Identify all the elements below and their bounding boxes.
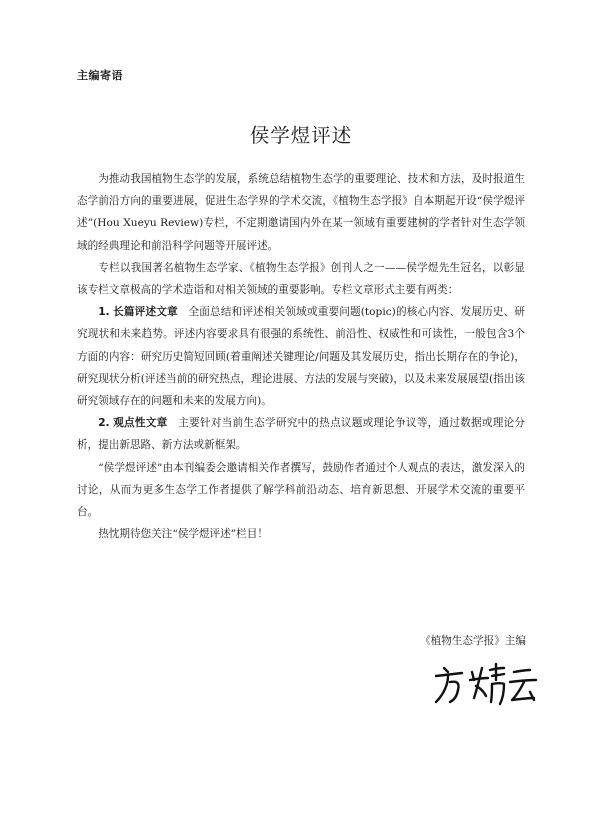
handwritten-signature xyxy=(430,650,540,710)
closing-paragraph: “侯学煜评述”由本刊编委会邀请相关作者撰写，鼓励作者通过个人观点的表达，激发深入的讨论，从而为更多生态学工作者提供了解学科前沿动态、培育新思想、开展学术交流的重要平台。 xyxy=(77,461,525,519)
list-item-long-review xyxy=(77,301,525,412)
column-description-paragraph: 专栏以我国著名植物生态学家、《植物生态学报》创刊人之一——侯学煜先生冠名，以彰显该专栏文章极高的学术造诣和对相关领域的重要影响。专栏文章形式主要有两类： xyxy=(77,261,525,297)
list-item-heading: 长篇评述文章 xyxy=(113,306,178,319)
invitation-paragraph: 热忱期待您关注“侯学煜评述”栏目！ xyxy=(98,528,268,541)
list-item-text: 全面总结和评述相关领域或重要问题(topic)的核心内容、发展历史、研究现状和未来趋势。评述内容要求具有很强的系统性、前沿性、权威性和可读性，一般包含3个方面的内容：研究历史简短回顾(着重阐述关键理论/问题及其发展历史，指出长期存在的争论)，研究现状分析(评述当前的研究热点，理论进展、方法的发展与突破)，以及未来发展展望(指出该研究领域存在的问题和未来的发展方向)。 xyxy=(77,306,525,408)
editorial-body xyxy=(77,168,525,545)
list-item-text: 主要针对当前生态学研究中的热点议题或理论争议等，通过数据或理论分析，提出新思路、新方法或新框架。 xyxy=(77,417,526,452)
list-item-number: 2. xyxy=(98,417,110,430)
page-title: 侯学煜评述 xyxy=(249,124,353,147)
list-item-number: 1. xyxy=(98,306,110,319)
list-item-opinion xyxy=(77,412,525,456)
list-item-heading: 观点性文章 xyxy=(113,417,168,430)
intro-paragraph: 为推动我国植物生态学的发展，系统总结植物生态学的重要理论、技术和方法，及时报道生态学前沿方向的重要进展，促进生态学界的学术交流，《植物生态学报》自本期起开设“侯学煜评述”(Hou Xueyu Review)专栏，不定期邀请国内外在某一领域有重要建树的学者针对生态学领域的经典理论和前沿科学问题等开展评述。 xyxy=(77,173,525,252)
section-label: 主编寄语 xyxy=(77,69,123,82)
editor-signoff: 《植物生态学报》主编 xyxy=(420,635,526,647)
